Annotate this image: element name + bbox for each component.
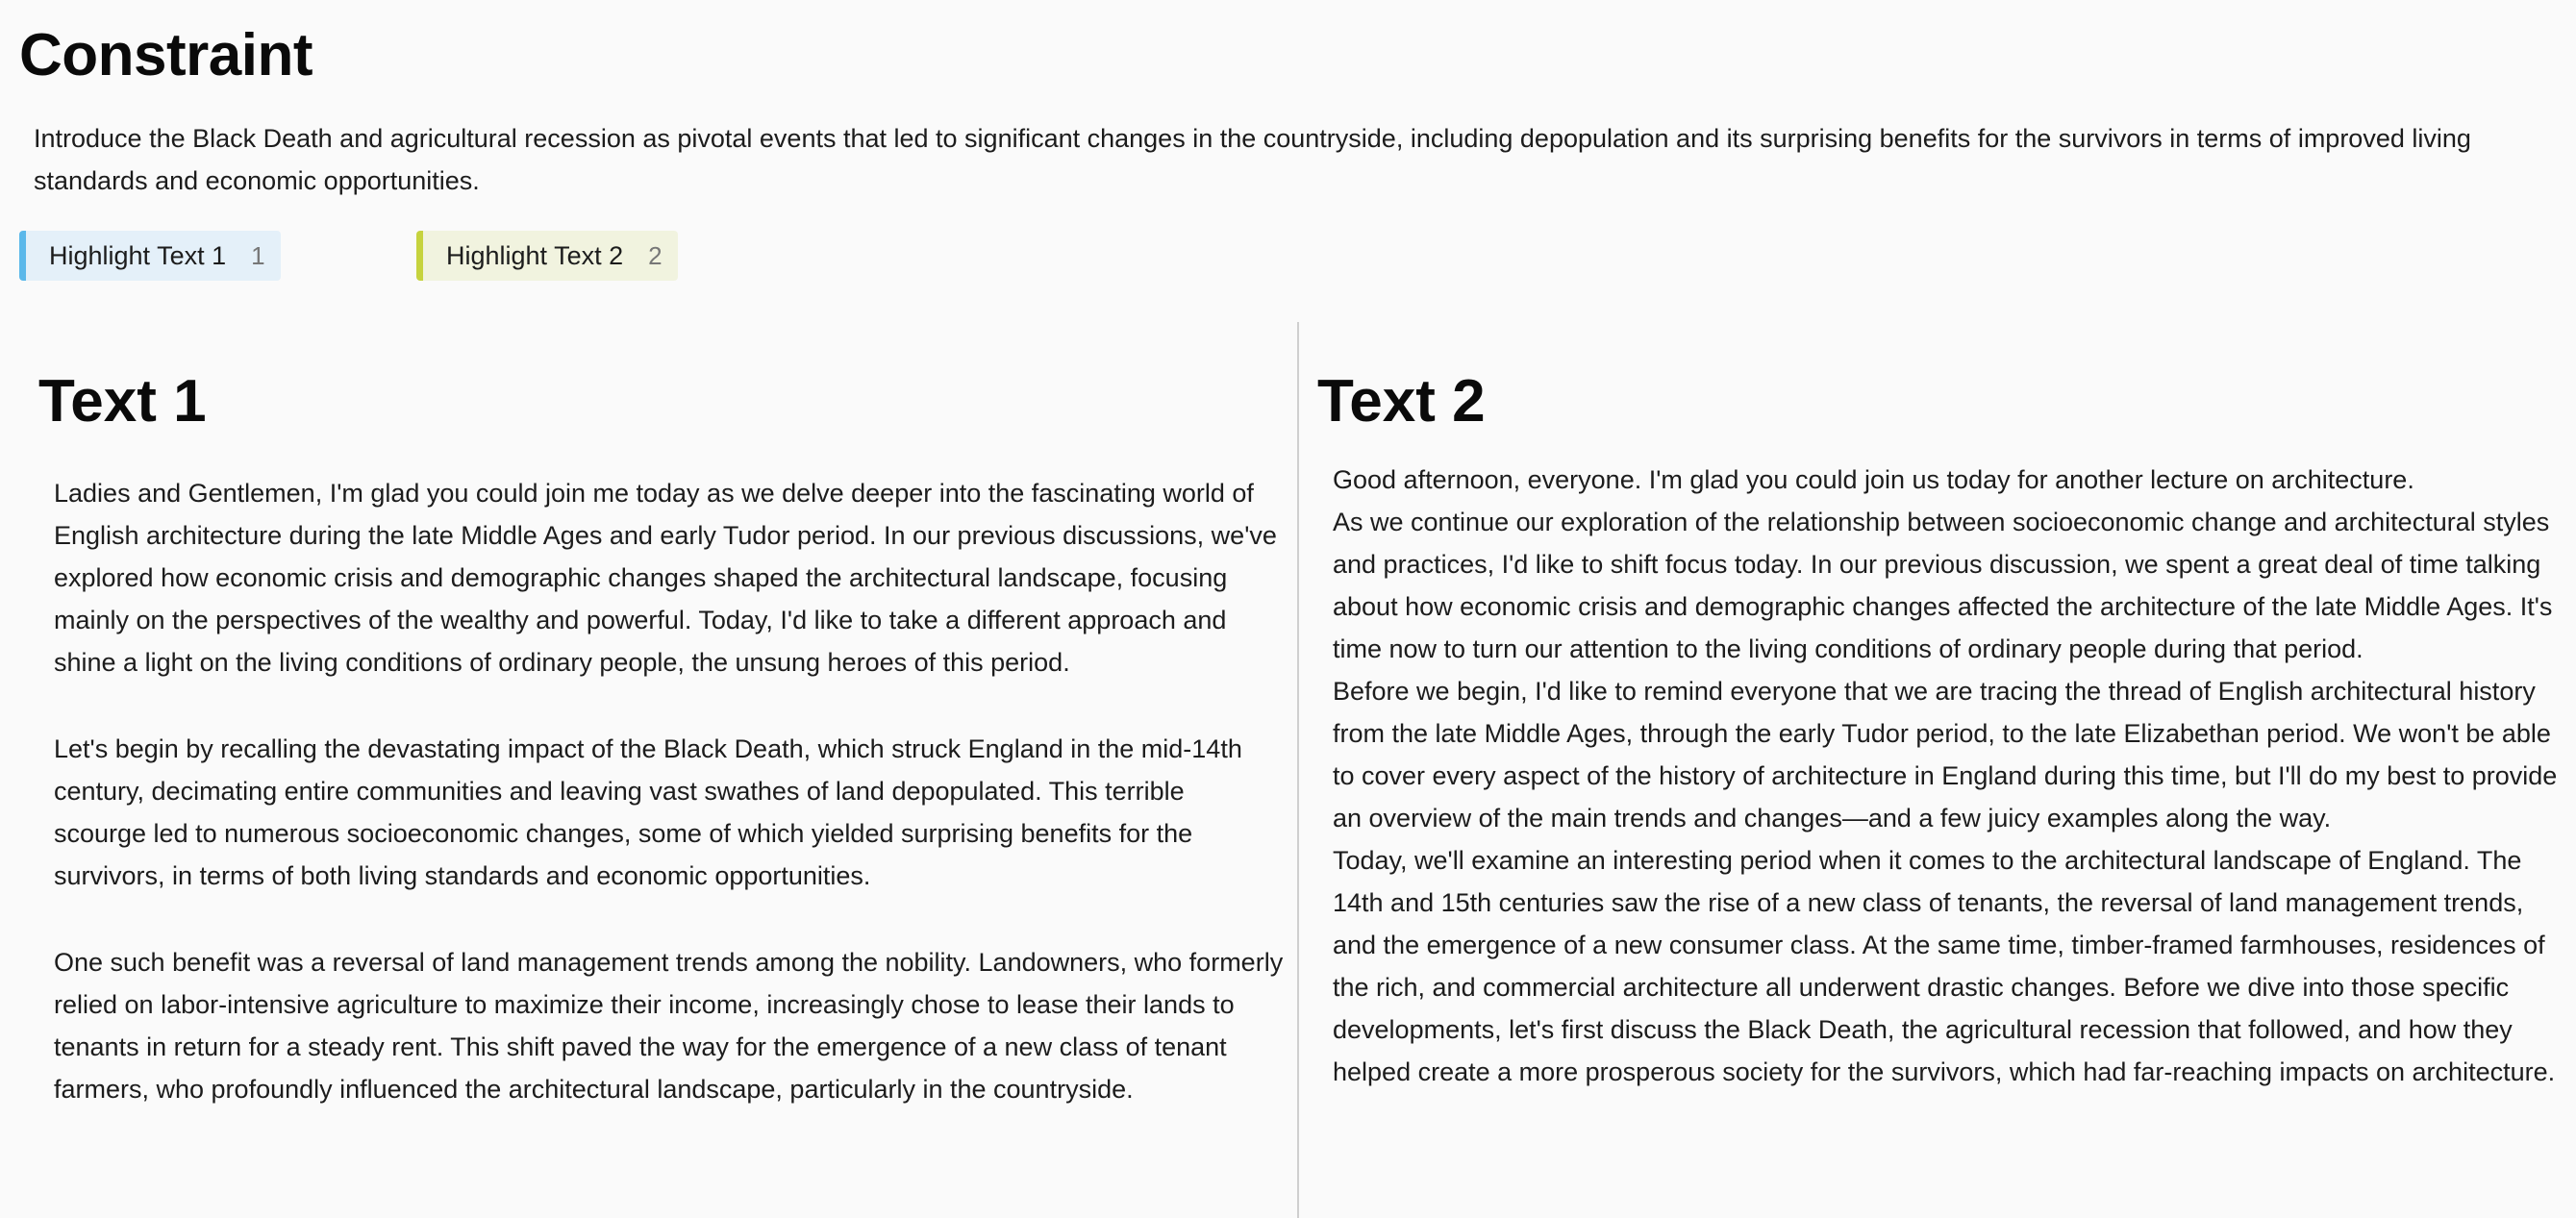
highlight-legend-text-2[interactable] xyxy=(416,231,678,281)
text-1-heading: Text 1 xyxy=(38,368,207,435)
text-1-paragraph: Let's begin by recalling the devastating impact of the Black Death, which struck England in the mid-14th century, decimating entire communities and leaving vast swathes of land depopulated. This terrible scourge led to numerous socioeconomic changes, some of which yielded surprising benefits for the survivors, in terms of both living standards and economic opportunities. xyxy=(54,734,1242,890)
text-2-paragraph: Before we begin, I'd like to remind everyone that we are tracing the thread of English architectural history from the late Middle Ages, through the early Tudor period, to the late Elizabethan period. We won't be able to cover every aspect of the history of architecture in England during this time, but I'll do my best to provide an overview of the main trends and changes—and a few juicy examples along the way. xyxy=(1333,677,2558,833)
column-divider xyxy=(1297,322,1299,1218)
highlight-legend-label: Highlight Text 1 xyxy=(49,240,227,270)
highlight-legend-count: 2 xyxy=(648,240,663,270)
text-1-body xyxy=(54,472,1284,1155)
text-2-paragraph: As we continue our exploration of the relationship between socioeconomic change and architectural styles and practices, I'd like to shift focus today. In our previous discussion, we spent a great deal of time talking about how economic crisis and demographic changes affected the architecture of the late Middle Ages. It's time now to turn our attention to the living conditions of ordinary people during that period. xyxy=(1333,508,2553,663)
text-2-paragraph: Good afternoon, everyone. I'm glad you could join us today for another lecture on architecture. xyxy=(1333,465,2414,494)
text-1-paragraph: Ladies and Gentlemen, I'm glad you could join me today as we delve deeper into the fascinating world of English architecture during the late Middle Ages and early Tudor period. In our previous discussions, we've explored how economic crisis and demographic changes shaped the architectural landscape, focusing mainly on the perspectives of the wealthy and powerful. Today, I'd like to take a different approach and shine a light on the living conditions of ordinary people, the unsung heroes of this period. xyxy=(54,479,1277,677)
text-2-paragraph: Today, we'll examine an interesting period when it comes to the architectural landscape of England. The 14th and 15th centuries saw the rise of a new class of tenants, the reversal of land management trends, and the emergence of a new consumer class. At the same time, timber-framed farmhouses, residences of the rich, and commercial architecture all underwent drastic changes. Before we dive into those specific developments, let's first discuss the Black Death, the agricultural recession that followed, and how they helped create a more prosperous society for the survivors, which had far-reaching impacts on architecture. xyxy=(1333,846,2556,1086)
constraint-text: Introduce the Black Death and agricultural recession as pivotal events that led to significant changes in the countryside, including depopulation and its surprising benefits for the survivors in terms of improved living standards and economic opportunities. xyxy=(34,124,2471,195)
highlight-legend-text-1[interactable] xyxy=(19,231,281,281)
highlight-legend-count: 1 xyxy=(251,240,265,270)
text-2-heading: Text 2 xyxy=(1317,368,1486,435)
constraint-title: Constraint xyxy=(19,22,313,88)
highlight-legend-label: Highlight Text 2 xyxy=(446,240,624,270)
text-1-paragraph: One such benefit was a reversal of land management trends among the nobility. Landowners, who formerly relied on labor-intensive agriculture to maximize their income, increasingly chose to lease their lands to tenants in return for a steady rent. This shift paved the way for the emergence of a new class of tenant farmers, who profoundly influenced the architectural landscape, particularly in the countryside. xyxy=(54,948,1284,1104)
text-2-body xyxy=(1333,459,2567,1093)
